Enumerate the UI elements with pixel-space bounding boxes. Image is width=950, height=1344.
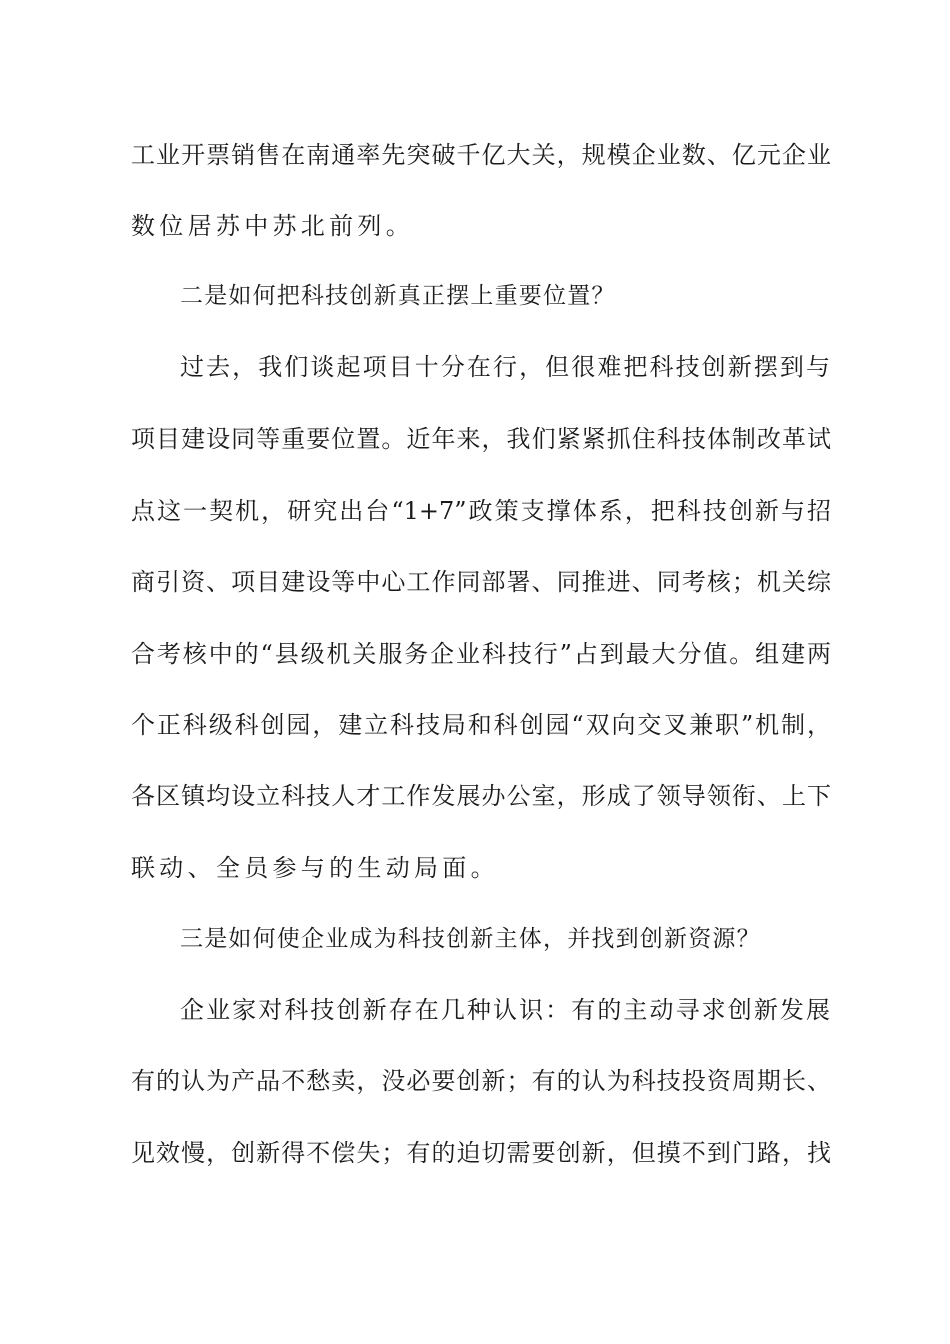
paragraph-line: 有的认为产品不愁卖，没必要创新；有的认为科技投资周期长、	[131, 1067, 831, 1095]
paragraph-line: 工业开票销售在南通率先突破千亿大关，规模企业数、亿元企业	[131, 141, 831, 169]
paragraph-line: 见效慢，创新得不偿失；有的迫切需要创新，但摸不到门路，找	[131, 1139, 831, 1167]
section-heading-2: 二是如何把科技创新真正摆上重要位置？	[180, 283, 616, 309]
paragraph-line: 联动、全员参与的生动局面。	[131, 854, 499, 882]
section-heading-3: 三是如何使企业成为科技创新主体，并找到创新资源？	[180, 926, 761, 952]
paragraph-line: 项目建设同等重要位置。近年来，我们紧紧抓住科技体制改革试	[131, 425, 831, 453]
paragraph-line: 商引资、项目建设等中心工作同部署、同推进、同考核；机关综	[131, 568, 831, 596]
paragraph-line: 过去，我们谈起项目十分在行，但很难把科技创新摆到与	[180, 353, 830, 381]
paragraph-line: 个正科级科创园，建立科技局和科创园“双向交叉兼职”机制，	[131, 711, 831, 739]
paragraph-line: 数位居苏中苏北前列。	[131, 212, 414, 240]
paragraph-line: 各区镇均设立科技人才工作发展办公室，形成了领导领衔、上下	[131, 782, 831, 810]
paragraph-line: 企业家对科技创新存在几种认识：有的主动寻求创新发展	[180, 996, 830, 1024]
paragraph-line: 合考核中的“县级机关服务企业科技行”占到最大分值。组建两	[131, 640, 831, 668]
paragraph-line: 点这一契机，研究出台“1+7”政策支撑体系，把科技创新与招	[131, 497, 831, 525]
